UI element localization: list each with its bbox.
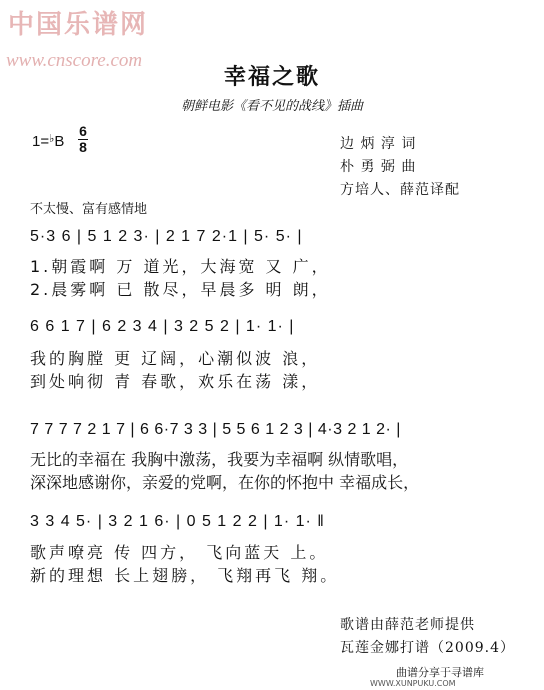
footer-typesetter: 瓦莲金娜打谱（2009.4） [340, 640, 515, 656]
notation-line-2: 6 6 1 7 | 6 2 3 4 | 3 2 5 2 | 1· 1· | [30, 318, 295, 335]
credit-lyricist: 边 炳 淳 词 [340, 136, 417, 152]
credit-translator: 方培人、薛范译配 [340, 182, 460, 198]
song-subtitle: 朝鲜电影《看不见的战线》插曲 [180, 99, 363, 114]
time-signature [78, 125, 88, 154]
song-title: 幸福之歌 [223, 64, 320, 90]
lyrics-line-4-verse-1: 歌声嘹亮 传 四方， 飞向蓝天 上。 [30, 543, 329, 562]
meter-top: 6 [79, 123, 87, 139]
tempo-marking: 不太慢、富有感情地 [30, 202, 148, 217]
key-signature [32, 132, 64, 150]
key-label: 1= [32, 133, 50, 150]
notation-line-1: 5·3 6 | 5 1 2 3· | 2 1 7 2·1 | 5· 5· | [30, 228, 303, 245]
lyrics-line-2-verse-1: 我的胸膛 更 辽阔，心潮似波 浪， [30, 349, 321, 368]
meter-bottom: 8 [79, 139, 87, 155]
notation-line-3: 7 7 7 7 2 1 7 | 6 6·7 3 3 | 5 5 6 1 2 3 | 4·3 2 1 2· | [30, 421, 401, 438]
footer-provider: 歌谱由薛范老师提供 [340, 617, 475, 633]
lyrics-line-4-verse-2: 新的理想 长上翅膀， 飞翔再飞 翔。 [30, 566, 340, 585]
key-note: B [54, 133, 65, 150]
credit-composer: 朴 勇 弼 曲 [340, 159, 417, 175]
watermark-url: www.cnscore.com [6, 50, 143, 71]
lyrics-line-1-verse-2: 2.晨雾啊 已 散尽，早晨多 明 朗， [30, 280, 331, 299]
watermark-site-name: 中国乐谱网 [8, 10, 149, 40]
flat-sign: ♭ [49, 133, 55, 145]
share-note: 曲谱分享于寻谱库 [396, 666, 484, 679]
lyrics-line-3-verse-1: 无比的幸福在 我胸中激荡，我要为幸福啊 纵情歌唱， [30, 450, 409, 469]
share-url: WWW.XUNPUKU.COM [370, 679, 456, 688]
lyrics-line-3-verse-2: 深深地感谢你，亲爱的党啊，在你的怀抱中 幸福成长， [30, 473, 420, 492]
lyrics-line-2-verse-2: 到处响彻 青 春歌，欢乐在荡 漾， [30, 372, 321, 391]
lyrics-line-1-verse-1: 1.朝霞啊 万 道光，大海宽 又 广， [30, 257, 331, 276]
notation-line-4: 3 3 4 5· | 3 2 1 6· | 0 5 1 2 2 | 1· 1· ‖ [30, 513, 325, 530]
